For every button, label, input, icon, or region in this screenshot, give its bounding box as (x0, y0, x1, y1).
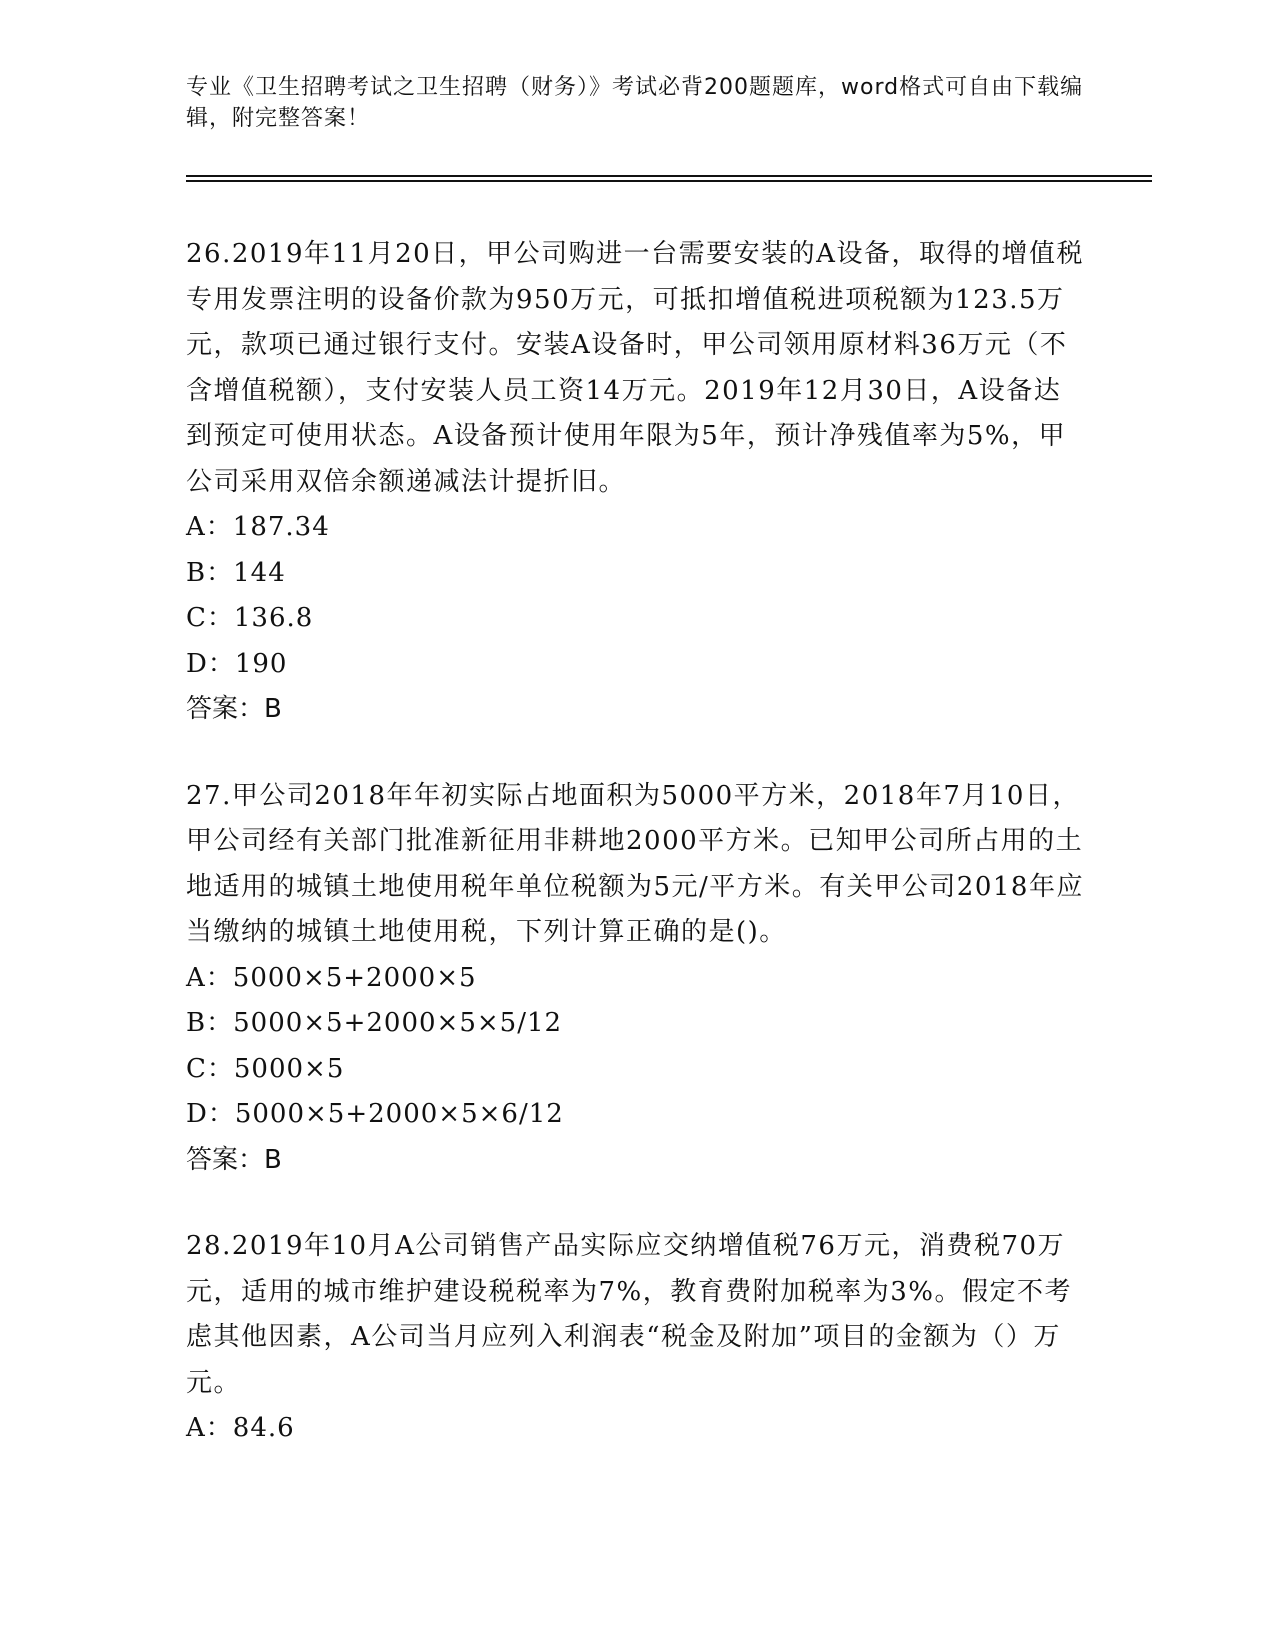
option-d: D：5000×5+2000×5×6/12 (186, 1099, 564, 1129)
option-a: A：5000×5+2000×5 (186, 962, 477, 993)
question-stem: 28.2019年10月A公司销售产品实际应交纳增值税76万元，消费税70万元，适用的城市维护建设税税率为7%，教育费附加税率为3%。假定不考虑其他因素，A公司当月应列入利润表“税金及附加”项目的金额为（）万元。 (186, 1231, 1072, 1398)
question-stem: 27.甲公司2018年年初实际占地面积为5000平方米，2018年7月10日，甲公司经有关部门批准新征用非耕地2000平方米。已知甲公司所占用的土地适用的城镇土地使用税年单位税额为5元/平方米。有关甲公司2018年应当缴纳的城镇土地使用税，下列计算正确的是()。 (186, 780, 1084, 947)
option-a: A：84.6 (186, 1413, 295, 1443)
option-a: A：187.34 (186, 512, 330, 542)
option-c: C：5000×5 (186, 1053, 345, 1084)
option-b: B：5000×5+2000×5×5/12 (186, 1008, 563, 1038)
question-list (186, 232, 1086, 1493)
header-rule-bottom (186, 180, 1152, 182)
answer-line: 答案：B (186, 694, 282, 724)
question-26 (186, 232, 1086, 733)
answer-line: 答案：B (186, 1144, 282, 1175)
header-rule-top (186, 175, 1152, 177)
option-b: B：144 (186, 557, 286, 588)
option-d: D：190 (186, 648, 288, 679)
option-c: C：136.8 (186, 603, 314, 633)
question-stem: 26.2019年11月20日，甲公司购进一台需要安装的A设备，取得的增值税专用发票注明的设备价款为950万元，可抵扣增值税进项税额为123.5万元，款项已通过银行支付。安装A设备时，甲公司领用原材料36万元（不含增值税额），支付安装人员工资14万元。2019年12月30日，A设备达到预定可使用状态。A设备预计使用年限为5年，预计净残值率为5%，甲公司采用双倍余额递减法计提折旧。 (186, 239, 1084, 497)
document-header: 专业《卫生招聘考试之卫生招聘（财务）》考试必背200题题库，word格式可自由下载编辑，附完整答案！ (186, 75, 1084, 131)
question-27 (186, 774, 1086, 1184)
question-28 (186, 1224, 1086, 1452)
